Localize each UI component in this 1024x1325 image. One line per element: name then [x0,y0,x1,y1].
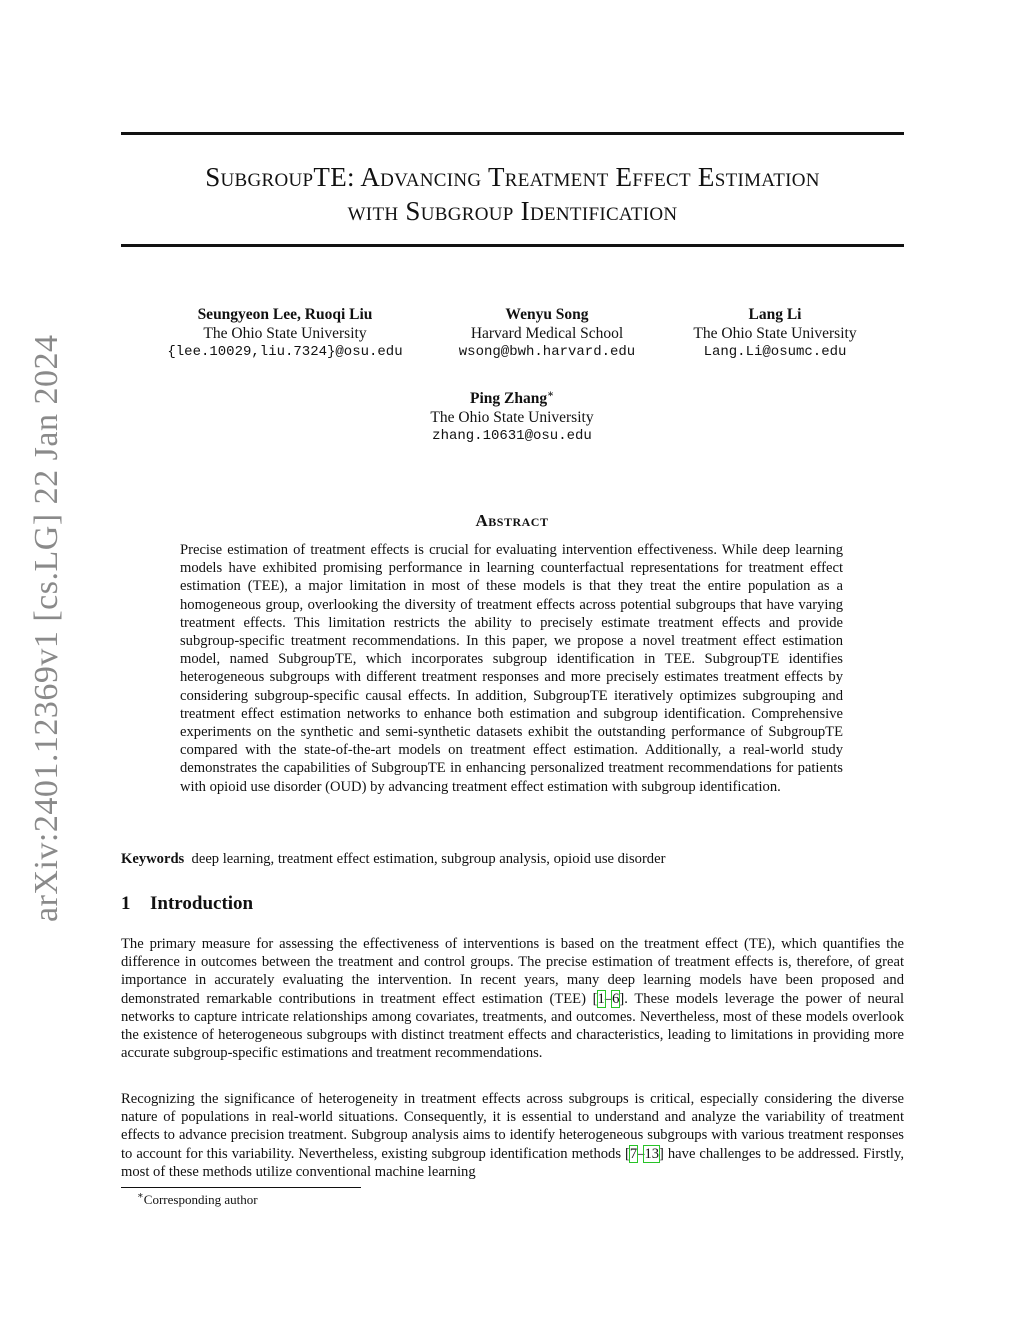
paragraph-text: ]. These models leverage the power of neural networks to capture intricate relationships among covariates, treatments, and outcomes. Nevertheless, most of these models overlook the existence of heterogeneous subgroups with distinct treatment effects and characteristics, leading to limitations in providing more accurate subgroup-specific estimations and treatment recommendations. [121,990,904,1062]
keywords-label: Keywords [121,851,185,867]
arxiv-identifier: arXiv:2401.12369v1 [cs.LG] 22 Jan 2024 [28,334,65,922]
keywords-line [121,850,665,868]
author-affiliation: The Ohio State University [430,409,594,426]
author-affiliation: Harvard Medical School [470,325,624,342]
title-rule-top [121,132,904,135]
author-affiliation: The Ohio State University [693,325,857,342]
footnote-text: Corresponding author [143,1192,258,1207]
title-rule-bottom [121,244,904,247]
intro-paragraph-1 [121,935,904,1062]
author-name [392,389,632,408]
citation-dash: – [637,1145,645,1162]
paragraph-text: Recognizing the significance of heterogeneity in treatment effects across subgroups is critical, especially considering the diverse nature of populations in real-world situations. Consequently, it is essential to understand and analyze the variability of treatment effects to advance precision treatment. Subgroup analysis aims to identify heterogeneous subgroups with various treatment responses to account for this variability. Nevertheless, existing subgroup identification methods [ [121,1091,904,1162]
author-3 [670,305,880,362]
section-title: Introduction [150,893,254,914]
paper-title [121,160,904,228]
abstract-heading: Abstract [475,511,549,530]
author-name: Wenyu Song [505,306,589,323]
title-line-2: with Subgroup Identification [347,196,678,226]
paragraph-text: The primary measure for assessing the effectiveness of interventions is based on the treatment effect (TE), which quantifies the difference in outcomes between the treatment and control groups. The precise estimation of treatment effects is, therefore, of great importance in accurately evaluating the intervention. In recent years, many deep learning models have been proposed and demonstrated remarkable contributions in treatment effect estimation (TEE) [ [121,936,904,1007]
author-email: {lee.10029,liu.7324}@osu.edu [167,344,403,360]
author-email: zhang.10631@osu.edu [432,428,592,444]
citation-link[interactable]: 1 [597,990,605,1007]
intro-paragraph-2 [121,1090,904,1181]
author-affiliation: The Ohio State University [203,325,367,342]
author-4 [392,389,632,446]
citation-link[interactable]: 6 [612,990,620,1007]
keywords-text: deep learning, treatment effect estimation, subgroup analysis, opioid use disorder [191,851,666,867]
abstract-text: Precise estimation of treatment effects is crucial for evaluating intervention effectiveness. While deep learning models have exhibited promising performance in learning counterfactual representations for treatment effect estimation (TEE), a major limitation in most of these models is that they treat the entire population as a homogeneous group, overlooking the diversity of treatment effects across potential subgroups that have varying treatment effects. This limitation restricts the ability to precisely estimate treatment effects and provide subgroup-specific treatment recommendations. In this paper, we propose a novel treatment effect estimation model, named SubgroupTE, which incorporates subgroup identification in TEE. SubgroupTE identifies heterogeneous subgroups with different treatment responses and more precisely estimates treatment effects by considering subgroup-specific causal effects. In addition, SubgroupTE iteratively optimizes subgrouping and treatment effect estimation networks to enhance both estimation and subgroup identification. Comprehensive experiments on the synthetic and semi-synthetic datasets exhibit the outstanding performance of SubgroupTE compared with the state-of-the-art models on treatment effect estimation. Additionally, a real-world study demonstrates the capabilities of SubgroupTE in enhancing personalized treatment recommendations for patients with opioid use disorder (OUD) by advancing treatment effect estimation with subgroup identification. [180,542,843,795]
citation-link[interactable]: 7 [629,1145,638,1162]
footnote-marker: ∗ [137,1190,144,1202]
section-number: 1 [121,893,131,914]
paragraph-text: ] have challenges to be addressed. Firstly, most of these methods utilize conventional machine learning [121,1145,904,1180]
citation-link[interactable]: 13 [644,1145,660,1162]
author-email: wsong@bwh.harvard.edu [458,344,636,360]
author-1 [150,305,420,362]
author-name: Lang Li [748,306,802,323]
author-name: Seungyeon Lee, Ruoqi Liu [197,306,373,323]
author-2 [432,305,662,362]
title-line-1: SubgroupTE: Advancing Treatment Effect Estimation [205,162,820,192]
corresponding-marker: ∗ [547,388,555,400]
section-heading [121,893,253,915]
author-email: Lang.Li@osumc.edu [703,344,847,360]
footnote [137,1192,258,1208]
citation-dash: – [604,990,613,1007]
author-name-text: Ping Zhang [469,390,548,407]
footnote-rule [121,1187,361,1188]
